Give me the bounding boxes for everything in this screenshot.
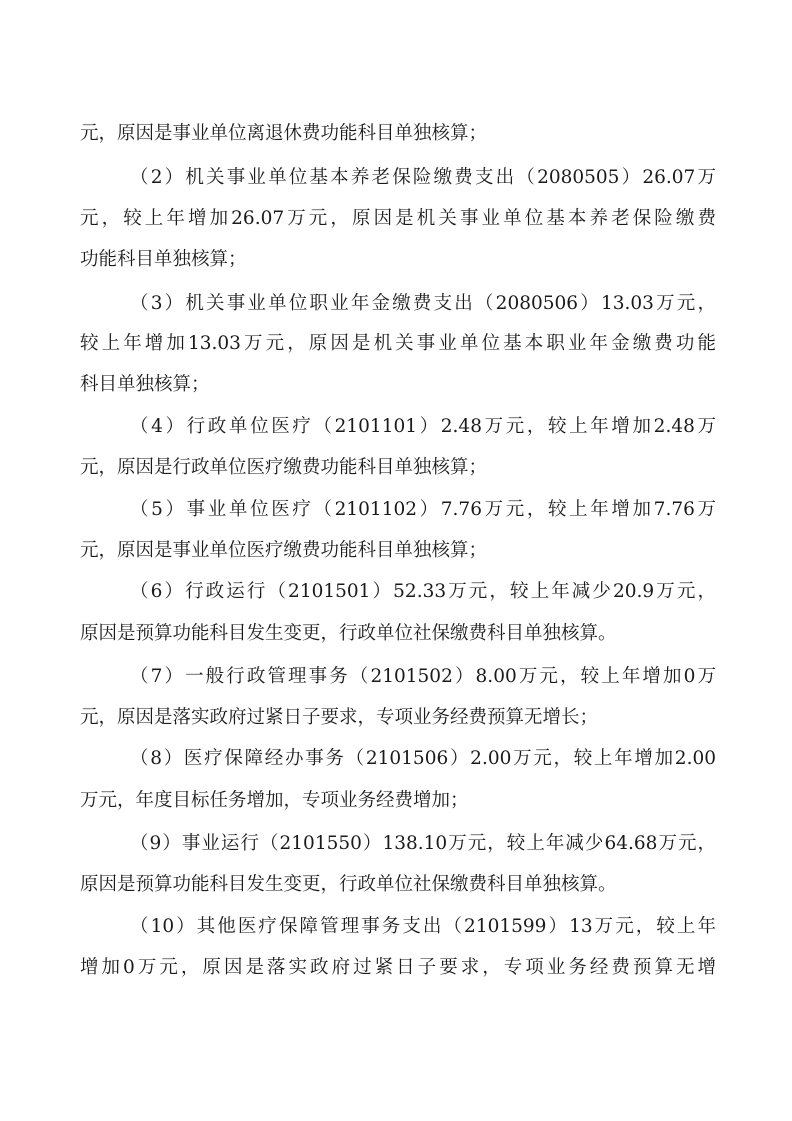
paragraph-line: 原因是预算功能科目发生变更，行政单位社保缴费科目单独核算。 xyxy=(80,623,617,644)
paragraph-line: （10）其他医疗保障管理事务支出（2101599）13万元，较上年 xyxy=(130,916,716,937)
paragraph-line: （9）事业运行（2101550）138.10万元，较上年减少64.68万元， xyxy=(130,833,716,854)
paragraph-line: （2）机关事业单位基本养老保险缴费支出（2080505）26.07万 xyxy=(130,167,716,188)
paragraph-line: 功能科目单独核算； xyxy=(80,249,247,270)
paragraph-line: （6）行政运行（2101501）52.33万元，较上年减少20.9万元， xyxy=(130,581,716,602)
paragraph-line: 元，原因是行政单位医疗缴费功能科目单独核算； xyxy=(80,457,488,478)
paragraph-line: 原因是预算功能科目发生变更，行政单位社保缴费科目单独核算。 xyxy=(80,874,617,895)
paragraph-line: （3）机关事业单位职业年金缴费支出（2080506）13.03万元， xyxy=(130,293,716,314)
paragraph-line: （7）一般行政管理事务（2101502）8.00万元，较上年增加0万 xyxy=(130,666,716,687)
paragraph-line: 元，原因是落实政府过紧日子要求，专项业务经费预算无增长； xyxy=(80,707,599,728)
paragraph-line: （4）行政单位医疗（2101101）2.48万元，较上年增加2.48万 xyxy=(130,416,716,437)
paragraph-line: 元，原因是事业单位医疗缴费功能科目单独核算； xyxy=(80,540,488,561)
paragraph-line: 万元，年度目标任务增加，专项业务经费增加； xyxy=(80,790,469,811)
paragraph-line: （5）事业单位医疗（2101102）7.76万元，较上年增加7.76万 xyxy=(130,499,716,520)
paragraph-line: 元，原因是事业单位离退休费功能科目单独核算； xyxy=(80,123,488,144)
paragraph-line: 元，较上年增加26.07万元，原因是机关事业单位基本养老保险缴费 xyxy=(80,208,716,229)
paragraph-line: 较上年增加13.03万元，原因是机关事业单位基本职业年金缴费功能 xyxy=(80,333,716,354)
paragraph-line: 科目单独核算； xyxy=(80,374,210,395)
paragraph-line: 增加0万元，原因是落实政府过紧日子要求，专项业务经费预算无增 xyxy=(80,957,716,978)
paragraph-line: （8）医疗保障经办事务（2101506）2.00万元，较上年增加2.00 xyxy=(130,748,716,769)
